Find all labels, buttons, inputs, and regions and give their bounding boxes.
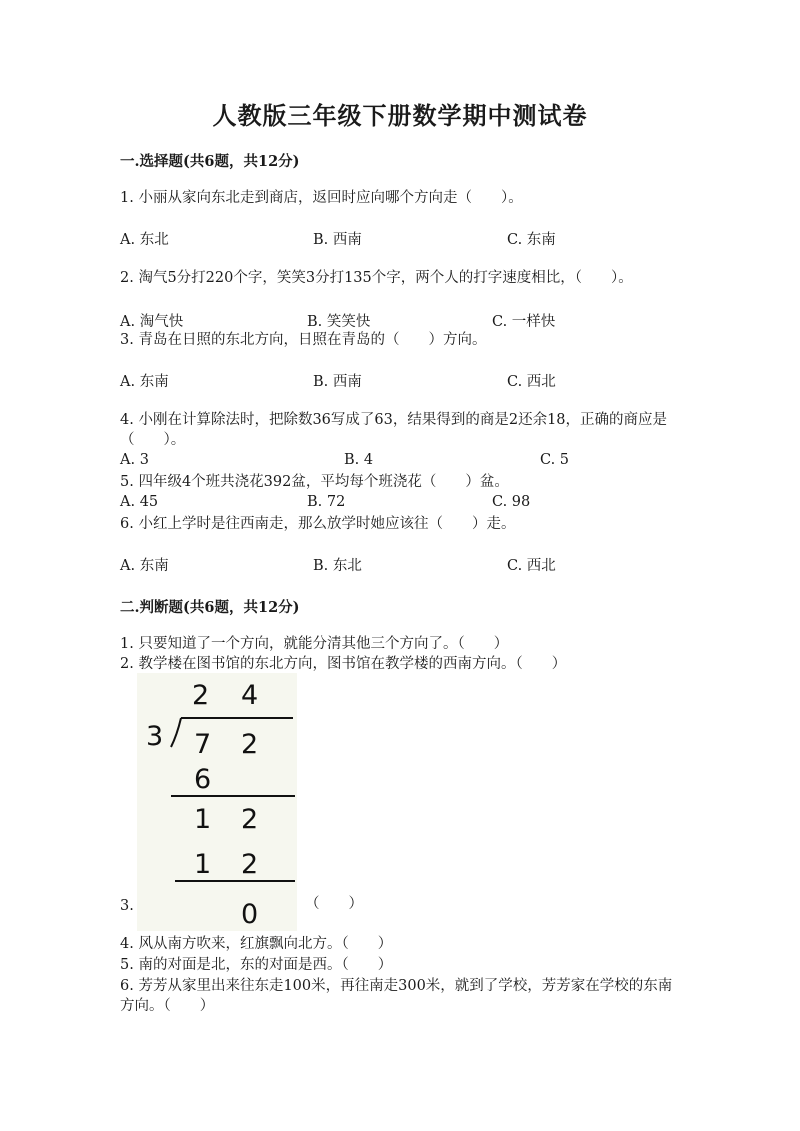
option-a: A. 东南 [120,374,169,390]
option-c: C. 东南 [507,232,556,248]
option-a: A. 东北 [120,232,169,248]
question-text: 1. 小丽从家向东北走到商店，返回时应向哪个方向走（ ）。 [120,190,523,206]
remainder-digit: 1 [194,804,212,835]
option-b: B. 西南 [313,374,362,390]
option-row [120,494,680,514]
option-row [120,310,680,330]
dividend-digit: 7 [194,729,212,760]
question-text: 4. 风从南方吹来，红旗飘向北方。（ ） [120,936,393,952]
question-text: 6. 芳芳从家里出来往东走100米，再往南走300米，就到了学校，芳芳家在学校的东南方向。（ ） [120,978,673,1014]
option-a: A. 45 [120,494,159,510]
division-bracket [171,718,181,747]
option-b: B. 西南 [313,232,362,248]
option-c: C. 西北 [507,558,556,574]
quotient-digit: 2 [192,680,210,711]
option-c: C. 98 [492,494,531,510]
question-text: 1. 只要知道了一个方向，就能分清其他三个方向了。（ ） [120,636,509,652]
option-row [120,370,680,390]
question-text: 5. 四年级4个班共浇花392盆，平均每个班浇花（ ）盆。 [120,474,509,490]
question-text: 2. 教学楼在图书馆的东北方向，图书馆在教学楼的西南方向。（ ） [120,656,567,672]
dividend-digit: 2 [241,729,259,760]
question-text: 5. 南的对面是北，东的对面是西。（ ） [120,957,393,973]
option-b: B. 东北 [313,558,362,574]
option-row [120,228,680,248]
section-heading-choice: 一.选择题(共6题，共12分) [120,153,300,170]
option-a: A. 3 [120,452,149,468]
option-c: C. 一样快 [492,314,556,330]
option-row [120,452,680,472]
quotient-digit: 4 [241,680,259,711]
divisor: 3 [146,721,164,752]
step-product-digit: 2 [241,849,259,880]
option-b: B. 笑笑快 [307,314,371,330]
option-a: A. 淘气快 [120,314,184,330]
answer-blank: （ ） [305,896,363,912]
section-heading-judgement: 二.判断题(共6题，共12分) [120,599,300,616]
question-text: 2. 淘气5分打220个字，笑笑3分打135个字，两个人的打字速度相比，（ ）。 [120,270,633,286]
long-division-figure [137,673,297,931]
page-title: 人教版三年级下册数学期中测试卷 [212,101,588,130]
question-number: 3. [120,898,134,914]
question-text: 6. 小红上学时是往西南走，那么放学时她应该往（ ）走。 [120,516,516,532]
final-remainder: 0 [241,899,259,930]
option-row [120,554,680,574]
option-c: C. 5 [540,452,570,468]
remainder-digit: 2 [241,804,259,835]
option-a: A. 东南 [120,558,169,574]
option-c: C. 西北 [507,374,556,390]
option-b: B. 4 [344,452,374,468]
question-text: 3. 青岛在日照的东北方向，日照在青岛的（ ）方向。 [120,332,487,348]
question-text: 4. 小刚在计算除法时，把除数36写成了63，结果得到的商是2还余18，正确的商应是（ ）。 [120,412,668,448]
step-product-digit: 1 [194,849,212,880]
option-b: B. 72 [307,494,346,510]
step-product: 6 [194,764,212,795]
